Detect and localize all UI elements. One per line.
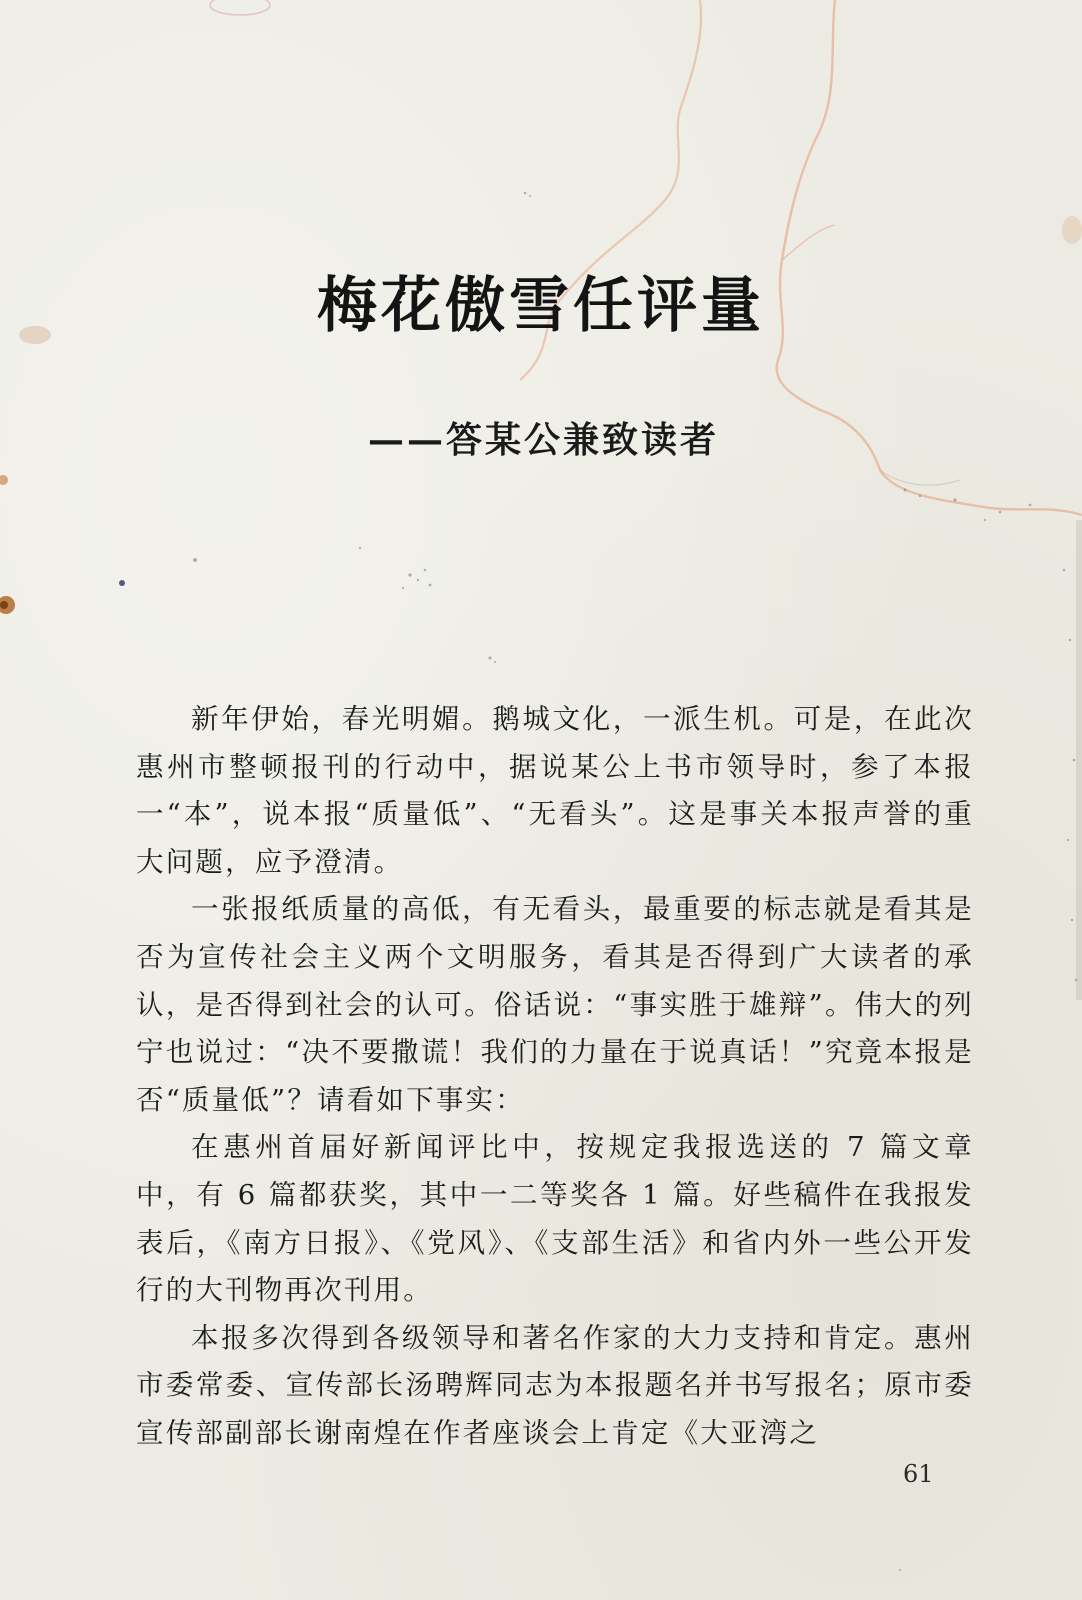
body-paragraph: 一张报纸质量的高低，有无看头，最重要的标志就是看其是否为宣传社会主义两个文明服务，看其是否得到广大读者的承认，是否得到社会的认可。俗话说：“事实胜于雄辩”。伟大的列宁也说过：“决不要撒谎！我们的力量在于说真话！”究竟本报是否“质量低”？请看如下事实： (136, 893, 974, 1116)
page-number: 61 (903, 1460, 934, 1488)
article-subtitle: ——答某公兼致读者 (368, 419, 720, 461)
body-paragraph: 新年伊始，春光明媚。鹅城文化，一派生机。可是，在此次惠州市整顿报刊的行动中，据说某公上书市领导时，参了本报一“本”，说本报“质量低”、“无看头”。这是事关本报声誉的重大问题，应予澄清。 (136, 703, 974, 878)
article-body (136, 696, 974, 1458)
body-paragraph: 本报多次得到各级领导和著名作家的大力支持和肯定。惠州市委常委、宣传部长汤聘辉同志为本报题名并书写报名；原市委宣传部副部长谢南煌在作者座谈会上肯定《大亚湾之 (136, 1321, 974, 1449)
body-paragraph: 在惠州首届好新闻评比中，按规定我报选送的 7 篇文章中，有 6 篇都获奖，其中一二等奖各 1 篇。好些稿件在我报发表后，《南方日报》、《党风》、《支部生活》和省内外一些公开发行的大刊物再次刊用。 (136, 1131, 974, 1307)
article-title: 梅花傲雪任评量 (317, 271, 765, 341)
